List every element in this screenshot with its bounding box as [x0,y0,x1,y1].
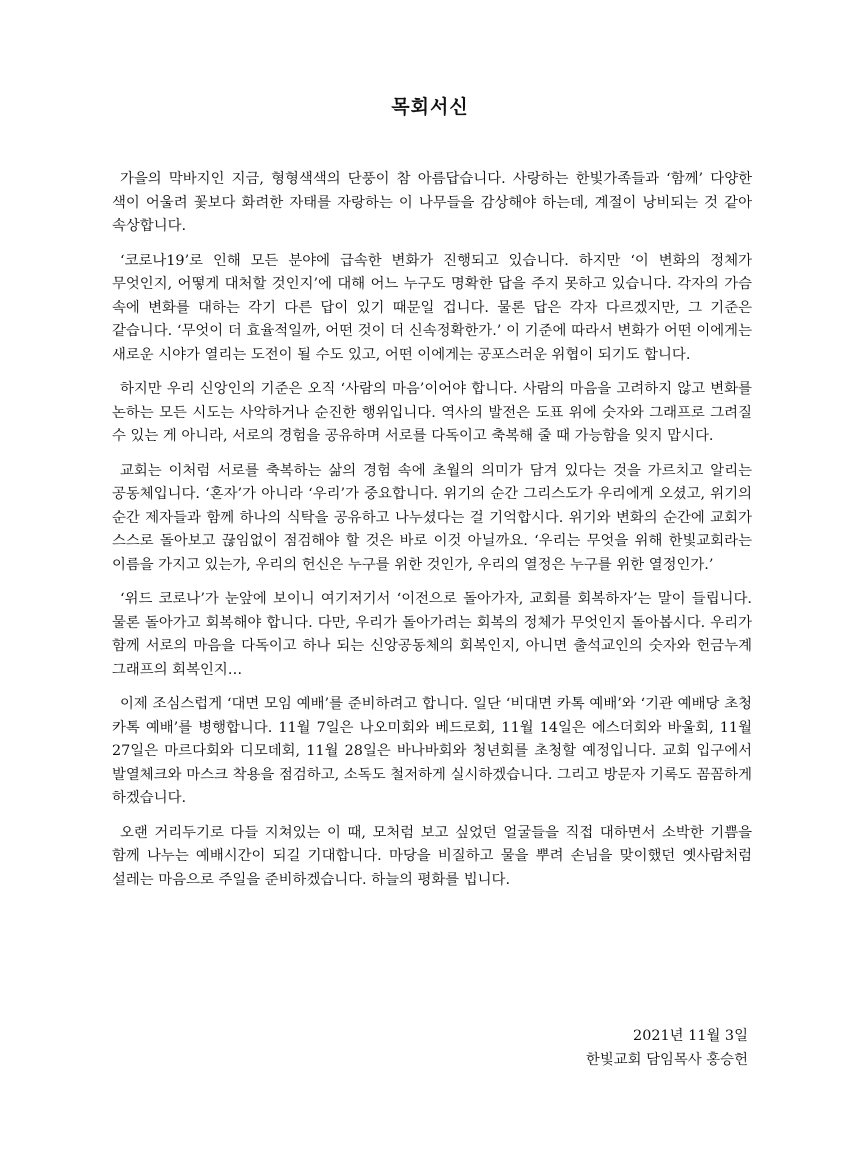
signature-block [586,1024,748,1072]
letter-body [112,168,752,903]
paragraph-6: 이제 조심스럽게 ‘대면 모임 예배’를 준비하려고 합니다. 일단 ‘비대면 카톡 예배’와 ‘기관 예배당 초청 카톡 예배’를 병행합니다. 11월 7일은 나오미회와 베드로회, 11월 14일은 에스더회와 바울회, 11월 27일은 마르다회와 디모데회, 11월 28일은 바나바회와 청년회를 초청할 예정입니다. 교회 입구에서 발열체크와 마스크 착용을 점검하고, 소독도 철저하게 실시하겠습니다. 그리고 방문자 기록도 꼼꼼하게 하겠습니다. [112,696,752,806]
signature-date: 2021년 11월 3일 [633,1028,748,1044]
paragraph-1: 가을의 막바지인 지금, 형형색색의 단풍이 참 아름답습니다. 사랑하는 한빛가족들과 ‘함께’ 다양한 색이 어울려 꽃보다 화려한 자태를 자랑하는 이 나무들을 감상해야 하는데, 계절이 낭비되는 것 같아 속상합니다. [112,171,752,234]
paragraph-3: 하지만 우리 신앙인의 기준은 오직 ‘사람의 마음’이어야 합니다. 사람의 마음을 고려하지 않고 변화를 논하는 모든 시도는 사악하거나 순진한 행위입니다. 역사의 발전은 도표 위에 숫자와 그래프로 그려질 수 있는 게 아니라, 서로의 경험을 공유하며 서로를 다독이고 축복해 줄 때 가능함을 잊지 맙시다. [112,381,752,444]
paragraph-5: ‘위드 코로나’가 눈앞에 보이니 여기저기서 ‘이전으로 돌아가자, 교회를 회복하자’는 말이 들립니다. 물론 돌아가고 회복해야 합니다. 다만, 우리가 돌아가려는 회복의 정체가 무엇인지 돌아봅시다. 우리가 함께 서로의 마음을 다독이고 하나 되는 신앙공동체의 회복인지, 아니면 출석교인의 숫자와 헌금누계 그래프의 회복인지… [112,591,752,678]
signature-author: 한빛교회 담임목사 홍승헌 [585,1052,748,1068]
paragraph-7: 오랜 거리두기로 다들 지쳐있는 이 때, 모처럼 보고 싶었던 얼굴들을 직접 대하면서 소박한 기쁨을 함께 나누는 예배시간이 되길 기대합니다. 마당을 비질하고 물을 뿌려 손님을 맞이했던 옛사람처럼 설레는 마음으로 주일을 준비하겠습니다. 하늘의 평화를 빕니다. [112,824,752,888]
letter-title: 목회서신 [391,96,469,118]
paragraph-4: 교회는 이처럼 서로를 축복하는 삶의 경험 속에 초월의 의미가 담겨 있다는 것을 가르치고 알리는 공동체입니다. ‘혼자’가 아니라 ‘우리’가 중요합니다. 위기의 순간 그리스도가 우리에게 오셨고, 위기의 순간 제자들과 함께 하나의 식탁을 공유하고 나누셨다는 걸 기억합시다. 위기와 변화의 순간에 교회가 스스로 돌아보고 끊임없이 점검해야 할 것은 바로 이것 아닐까요. ‘우리는 무엇을 위해 한빛교회라는 이름을 가지고 있는가, 우리의 헌신은 누구를 위한 것인가, 우리의 열정은 누구를 위한 열정인가.’ [112,462,752,573]
paragraph-2: ‘코로나19’로 인해 모든 분야에 급속한 변화가 진행되고 있습니다. 하지만 ‘이 변화의 정체가 무엇인지, 어떻게 대처할 것인지’에 대해 어느 누구도 명확한 답을 주지 못하고 있습니다. 각자의 가슴 속에 변화를 대하는 각기 다른 답이 있기 때문일 겁니다. 물론 답은 각자 다르겠지만, 그 기준은 같습니다. ‘무엇이 더 효율적일까, 어떤 것이 더 신속정확한가.’ 이 기준에 따라서 변화가 어떤 이에게는 새로운 시야가 열리는 도전이 될 수도 있고, 어떤 이에게는 공포스러운 위협이 되기도 합니다. [112,252,752,363]
